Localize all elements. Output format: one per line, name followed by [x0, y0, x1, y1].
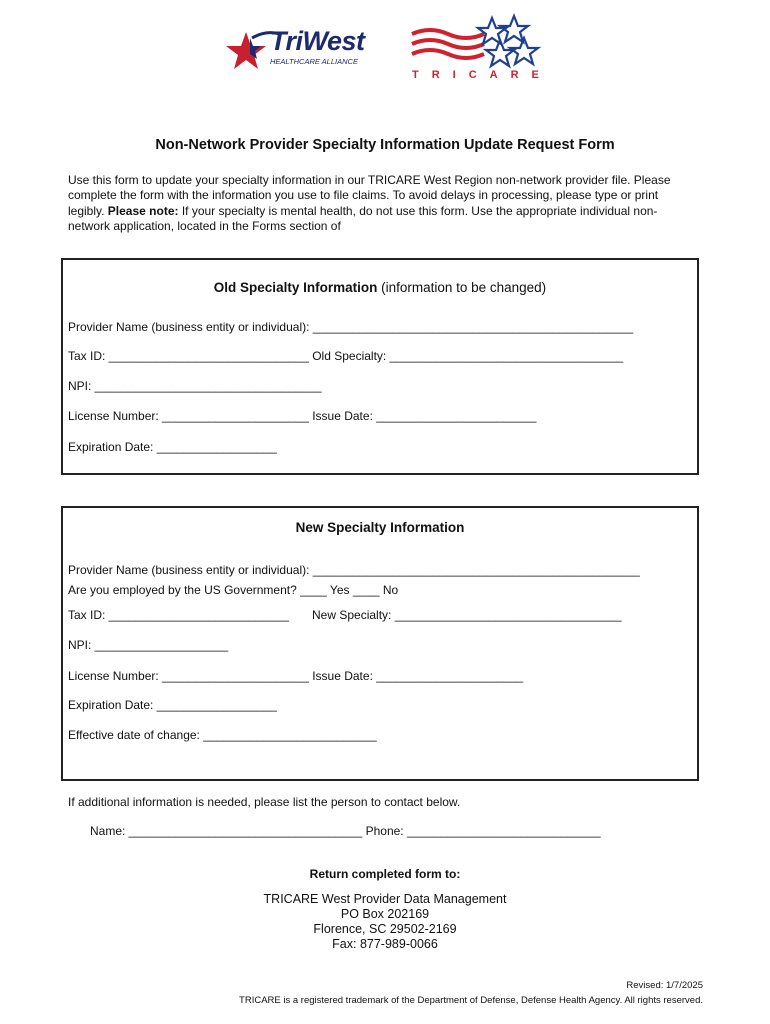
- old-license-field[interactable]: License Number: ______________________ Issue Date: ________________________: [68, 409, 537, 423]
- triwest-subtitle: HEALTHCARE ALLIANCE: [270, 57, 358, 66]
- trademark-notice: TRICARE is a registered trademark of the Department of Defense, Defense Health Agency. All rights reserved.: [239, 995, 703, 1006]
- effective-date-field[interactable]: Effective date of change: __________________________: [68, 728, 377, 742]
- return-line-1: TRICARE West Provider Data Management: [263, 892, 507, 906]
- tricare-flag-icon: [410, 12, 545, 70]
- new-specialty-field[interactable]: New Specialty: __________________________________: [312, 608, 622, 622]
- please-note-label: Please note:: [107, 203, 179, 218]
- old-expiration-field[interactable]: Expiration Date: __________________: [68, 440, 277, 454]
- intro-line-2: complete the form with the information you use to file claims. To avoid delays in processing, please type or print: [68, 188, 659, 203]
- new-provider-name-field[interactable]: Provider Name (business entity or individual): _________________________________________________: [68, 563, 640, 577]
- return-heading: Return completed form to:: [309, 867, 461, 881]
- triwest-name: TriWest: [270, 26, 365, 56]
- contact-intro: If additional information is needed, please list the person to contact below.: [68, 795, 461, 809]
- old-provider-name-field[interactable]: Provider Name (business entity or individual): ________________________________________________: [68, 320, 634, 334]
- new-expiration-field[interactable]: Expiration Date: __________________: [68, 698, 277, 712]
- intro-paragraph: [68, 173, 708, 234]
- revised-date: Revised: 1/7/2025: [626, 980, 703, 991]
- new-specialty-section: [61, 506, 699, 781]
- page-title: Non-Network Provider Specialty Information Update Request Form: [155, 137, 615, 153]
- triwest-logo: [226, 24, 386, 74]
- new-specialty-heading: New Specialty Information: [295, 520, 465, 535]
- old-specialty-heading: Old Specialty Information (information to be changed): [213, 280, 547, 295]
- tricare-name: TRICARE: [412, 69, 552, 81]
- old-npi-field[interactable]: NPI: __________________________________: [68, 379, 322, 393]
- intro-line-1: Use this form to update your specialty information in our TRICARE West Region non-network provider file. Please: [68, 173, 671, 187]
- new-license-field[interactable]: License Number: ______________________ Issue Date: ______________________: [68, 669, 524, 683]
- us-government-employed-field[interactable]: Are you employed by the US Government? ____ Yes ____ No: [68, 583, 399, 597]
- return-line-4: Fax: 877-989-0066: [332, 937, 438, 951]
- return-line-2: PO Box 202169: [340, 907, 430, 921]
- contact-name-phone-field[interactable]: Name: ___________________________________ Phone: _____________________________: [90, 824, 601, 838]
- intro-line-3: legibly. Please note: If your specialty is mental health, do not use this form. Use the appropriate individual non-: [68, 203, 658, 218]
- intro-line-4: network application, located in the Forms section of: [68, 218, 341, 233]
- old-specialty-section: [61, 258, 699, 475]
- new-npi-field[interactable]: NPI: ____________________: [68, 638, 229, 652]
- return-line-3: Florence, SC 29502-2169: [313, 922, 457, 936]
- old-tax-id-field[interactable]: Tax ID: ______________________________ Old Specialty: ___________________________________: [68, 349, 624, 363]
- tricare-logo: [410, 12, 552, 84]
- new-tax-id-field[interactable]: Tax ID: ___________________________: [68, 608, 289, 622]
